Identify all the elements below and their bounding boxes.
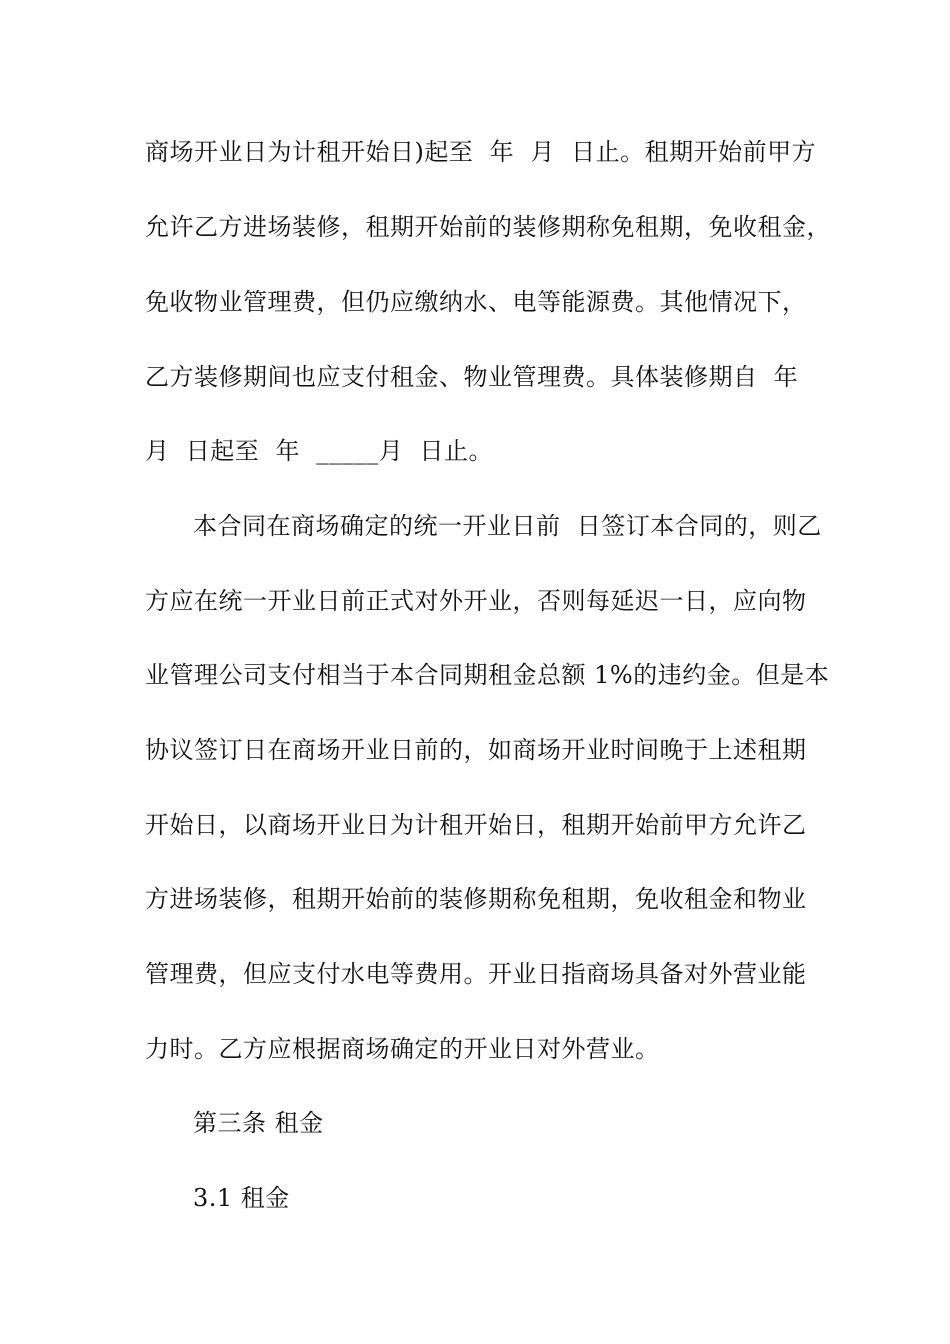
text-line: 月 日起至 年 _____月 日止。 xyxy=(145,437,494,465)
text-line: 开始日，以商场开业日为计租开始日，租期开始前甲方允许乙 xyxy=(145,811,807,839)
text-line: 协议签订日在商场开业日前的，如商场开业时间晚于上述租期 xyxy=(145,736,807,764)
text-line: 管理费，但应支付水电等费用。开业日指商场具备对外营业能 xyxy=(145,960,807,988)
section-heading: 3.1 租金 xyxy=(193,1184,290,1212)
text-line: 商场开业日为计租开始日)起至 年 月 日止。租期开始前甲方 xyxy=(145,138,817,166)
text-line: 乙方装修期间也应支付租金、物业管理费。具体装修期自 年 xyxy=(145,363,799,391)
article-heading: 第三条 租金 xyxy=(193,1109,324,1137)
text-line: 方进场装修，租期开始前的装修期称免租期，免收租金和物业 xyxy=(145,885,807,913)
text-line: 免收物业管理费，但仍应缴纳水、电等能源费。其他情况下， xyxy=(145,288,807,316)
text-line: 方应在统一开业日前正式对外开业，否则每延迟一日，应向物 xyxy=(145,587,807,615)
text-line: 业管理公司支付相当于本合同期租金总额 1%的违约金。但是本 xyxy=(145,661,830,689)
text-line: 允许乙方进场装修，租期开始前的装修期称免租期，免收租金， xyxy=(145,213,831,241)
paragraph-start-line: 本合同在商场确定的统一开业日前 日签订本合同的，则乙 xyxy=(193,512,822,540)
text-line: 力时。乙方应根据商场确定的开业日对外营业。 xyxy=(145,1035,660,1063)
